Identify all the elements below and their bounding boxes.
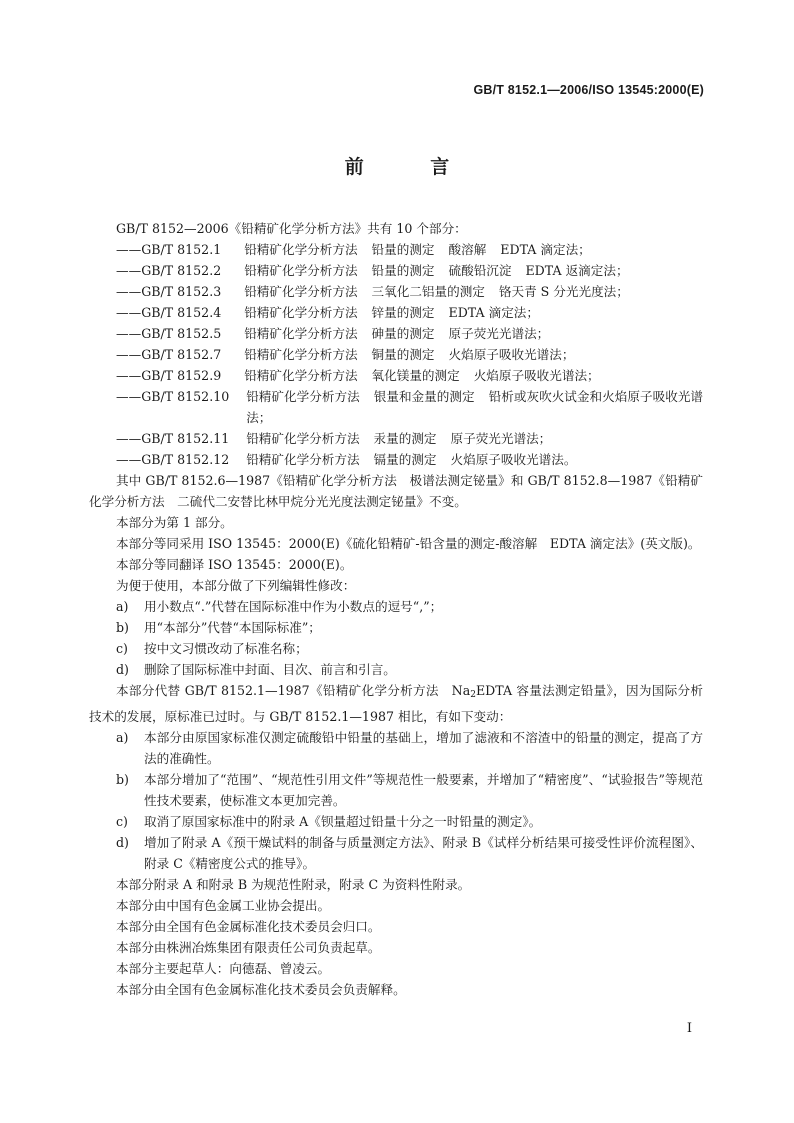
administrator-paragraph: 本部分由全国有色金属标准化技术委员会归口。 [116, 919, 381, 934]
list-item [89, 260, 703, 281]
item-text: 本部分由原国家标准仅测定硫酸铅中铅量的基础上，增加了滤液和不溶渣中的铅量的测定，提高了方法的准确性。 [144, 730, 703, 766]
list-item [89, 638, 703, 659]
list-item [89, 386, 703, 428]
item-label: a) [116, 730, 129, 745]
item-label: d) [116, 835, 129, 850]
list-item [89, 659, 703, 680]
list-item [89, 344, 703, 365]
replacement-paragraph: 本部分代替 GB/T 8152.1—1987《铅精矿化学分析方法 $Na_2EDTA$ 容量法测定铅量》，因为国际分析技术的发展，原标准已过时。与 GB/T 8152.1—1987 相比，有如下变动： [89, 683, 703, 724]
dash-prefix: —— [116, 347, 142, 362]
dash-prefix: —— [116, 242, 142, 257]
item-text: 按中文习惯改动了标准名称； [144, 641, 308, 656]
part-title: 铅精矿化学分析方法 锌量的测定 EDTA 滴定法； [244, 305, 539, 320]
translation-paragraph: 本部分等同翻译 ISO 13545：2000(E)。 [116, 557, 353, 572]
dash-prefix: —— [116, 452, 142, 467]
part-code: GB/T 8152.5 [141, 326, 222, 341]
part-title: 铅精矿化学分析方法 汞量的测定 原子荧光光谱法； [246, 431, 552, 446]
unchanged-parts-paragraph: 其中 GB/T 8152.6—1987《铅精矿化学分析方法 极谱法测定铋量》和 GB/T 8152.8—1987《铅精矿化学分析方法 二硫代二安替比林甲烷分光光度法测定铋量》不变。 [89, 473, 703, 509]
list-item [89, 428, 703, 449]
page-title: 前 言 [344, 156, 480, 178]
interpretation-paragraph: 本部分由全国有色金属标准化技术委员会负责解释。 [116, 982, 406, 997]
item-text: 增加了附录 A《预干燥试料的制备与质量测定方法》、附录 B《试样分析结果可接受性评价流程图》、附录 C《精密度公式的推导》。 [144, 835, 703, 871]
part-title: 铅精矿化学分析方法 铅量的测定 酸溶解 EDTA 滴定法； [244, 242, 591, 257]
list-item [89, 365, 703, 386]
item-text: 取消了原国家标准中的附录 A《钡量超过铅量十分之一时铅量的测定》。 [144, 814, 542, 829]
part-code: GB/T 8152.10 [141, 389, 230, 404]
editorial-changes-intro: 为便于使用，本部分做了下列编辑性修改： [116, 578, 356, 593]
editorial-changes-list [89, 596, 703, 680]
page-number: I [686, 1021, 692, 1036]
parts-list [89, 239, 703, 470]
part-title: 铅精矿化学分析方法 铜量的测定 火焰原子吸收光谱法； [244, 347, 575, 362]
list-item [89, 832, 703, 874]
list-item [89, 727, 703, 769]
list-item [89, 239, 703, 260]
item-label: a) [116, 599, 129, 614]
part-title: 铅精矿化学分析方法 铅量的测定 硫酸铅沉淀 EDTA 返滴定法； [244, 263, 629, 278]
list-item [89, 281, 703, 302]
part-code: GB/T 8152.9 [141, 368, 222, 383]
list-item [89, 769, 703, 811]
part-title: 铅精矿化学分析方法 氧化镁量的测定 火焰原子吸收光谱法； [244, 368, 600, 383]
part-code: GB/T 8152.1 [141, 242, 222, 257]
proposer-paragraph: 本部分由中国有色金属工业协会提出。 [116, 898, 331, 913]
dash-prefix: —— [116, 431, 142, 446]
item-text: 用小数点“.”代替在国际标准中作为小数点的逗号“,”； [144, 599, 443, 614]
item-text: 删除了国际标准中封面、目次、前言和引言。 [144, 662, 396, 677]
part-code: GB/T 8152.11 [141, 431, 230, 446]
item-text: 本部分增加了“范围”、“规范性引用文件”等规范性一般要素，并增加了“精密度”、“试验报告”等规范性技术要素，使标准文本更加完善。 [144, 772, 703, 808]
part-title: 铅精矿化学分析方法 砷量的测定 原子荧光光谱法； [244, 326, 550, 341]
intro-paragraph: GB/T 8152—2006《铅精矿化学分析方法》共有 10 个部分： [116, 221, 467, 236]
foreword-body [89, 218, 703, 1000]
adoption-paragraph: 本部分等同采用 ISO 13545：2000(E)《硫化铅精矿-铅含量的测定-酸溶解 EDTA 滴定法》(英文版)。 [116, 536, 701, 551]
list-item [89, 596, 703, 617]
list-item [89, 811, 703, 832]
part-code: GB/T 8152.4 [141, 305, 222, 320]
item-label: d) [116, 662, 129, 677]
item-label: c) [116, 641, 128, 656]
part-code: GB/T 8152.12 [141, 452, 230, 467]
technical-changes-list [89, 727, 703, 874]
list-item [89, 617, 703, 638]
dash-prefix: —— [116, 284, 142, 299]
dash-prefix: —— [116, 263, 142, 278]
part-title: 铅精矿化学分析方法 镉量的测定 火焰原子吸收光谱法。 [246, 452, 577, 467]
item-label: b) [116, 620, 129, 635]
part-code: GB/T 8152.2 [141, 263, 222, 278]
part-code: GB/T 8152.7 [141, 347, 222, 362]
item-label: c) [116, 814, 128, 829]
dash-prefix: —— [116, 389, 142, 404]
part-title: 铅精矿化学分析方法 银量和金量的测定 铅析或灰吹火试金和火焰原子吸收光谱法； [246, 389, 704, 425]
part-number-paragraph: 本部分为第 1 部分。 [116, 515, 233, 530]
dash-prefix: —— [116, 368, 142, 383]
list-item [89, 302, 703, 323]
drafters-paragraph: 本部分主要起草人：向德磊、曾凌云。 [116, 961, 331, 976]
item-text: 用“本部分”代替“本国际标准”； [144, 620, 321, 635]
drafting-unit-paragraph: 本部分由株洲冶炼集团有限责任公司负责起草。 [116, 940, 381, 955]
list-item [89, 449, 703, 470]
standard-code-header: GB/T 8152.1—2006/ISO 13545:2000(E) [473, 83, 704, 97]
part-code: GB/T 8152.3 [141, 284, 222, 299]
part-title: 铅精矿化学分析方法 三氧化二铝量的测定 铬天青 S 分光光度法； [244, 284, 629, 299]
dash-prefix: —— [116, 305, 142, 320]
list-item [89, 323, 703, 344]
item-label: b) [116, 772, 129, 787]
annex-paragraph: 本部分附录 A 和附录 B 为规范性附录，附录 C 为资料性附录。 [116, 877, 471, 892]
dash-prefix: —— [116, 326, 142, 341]
